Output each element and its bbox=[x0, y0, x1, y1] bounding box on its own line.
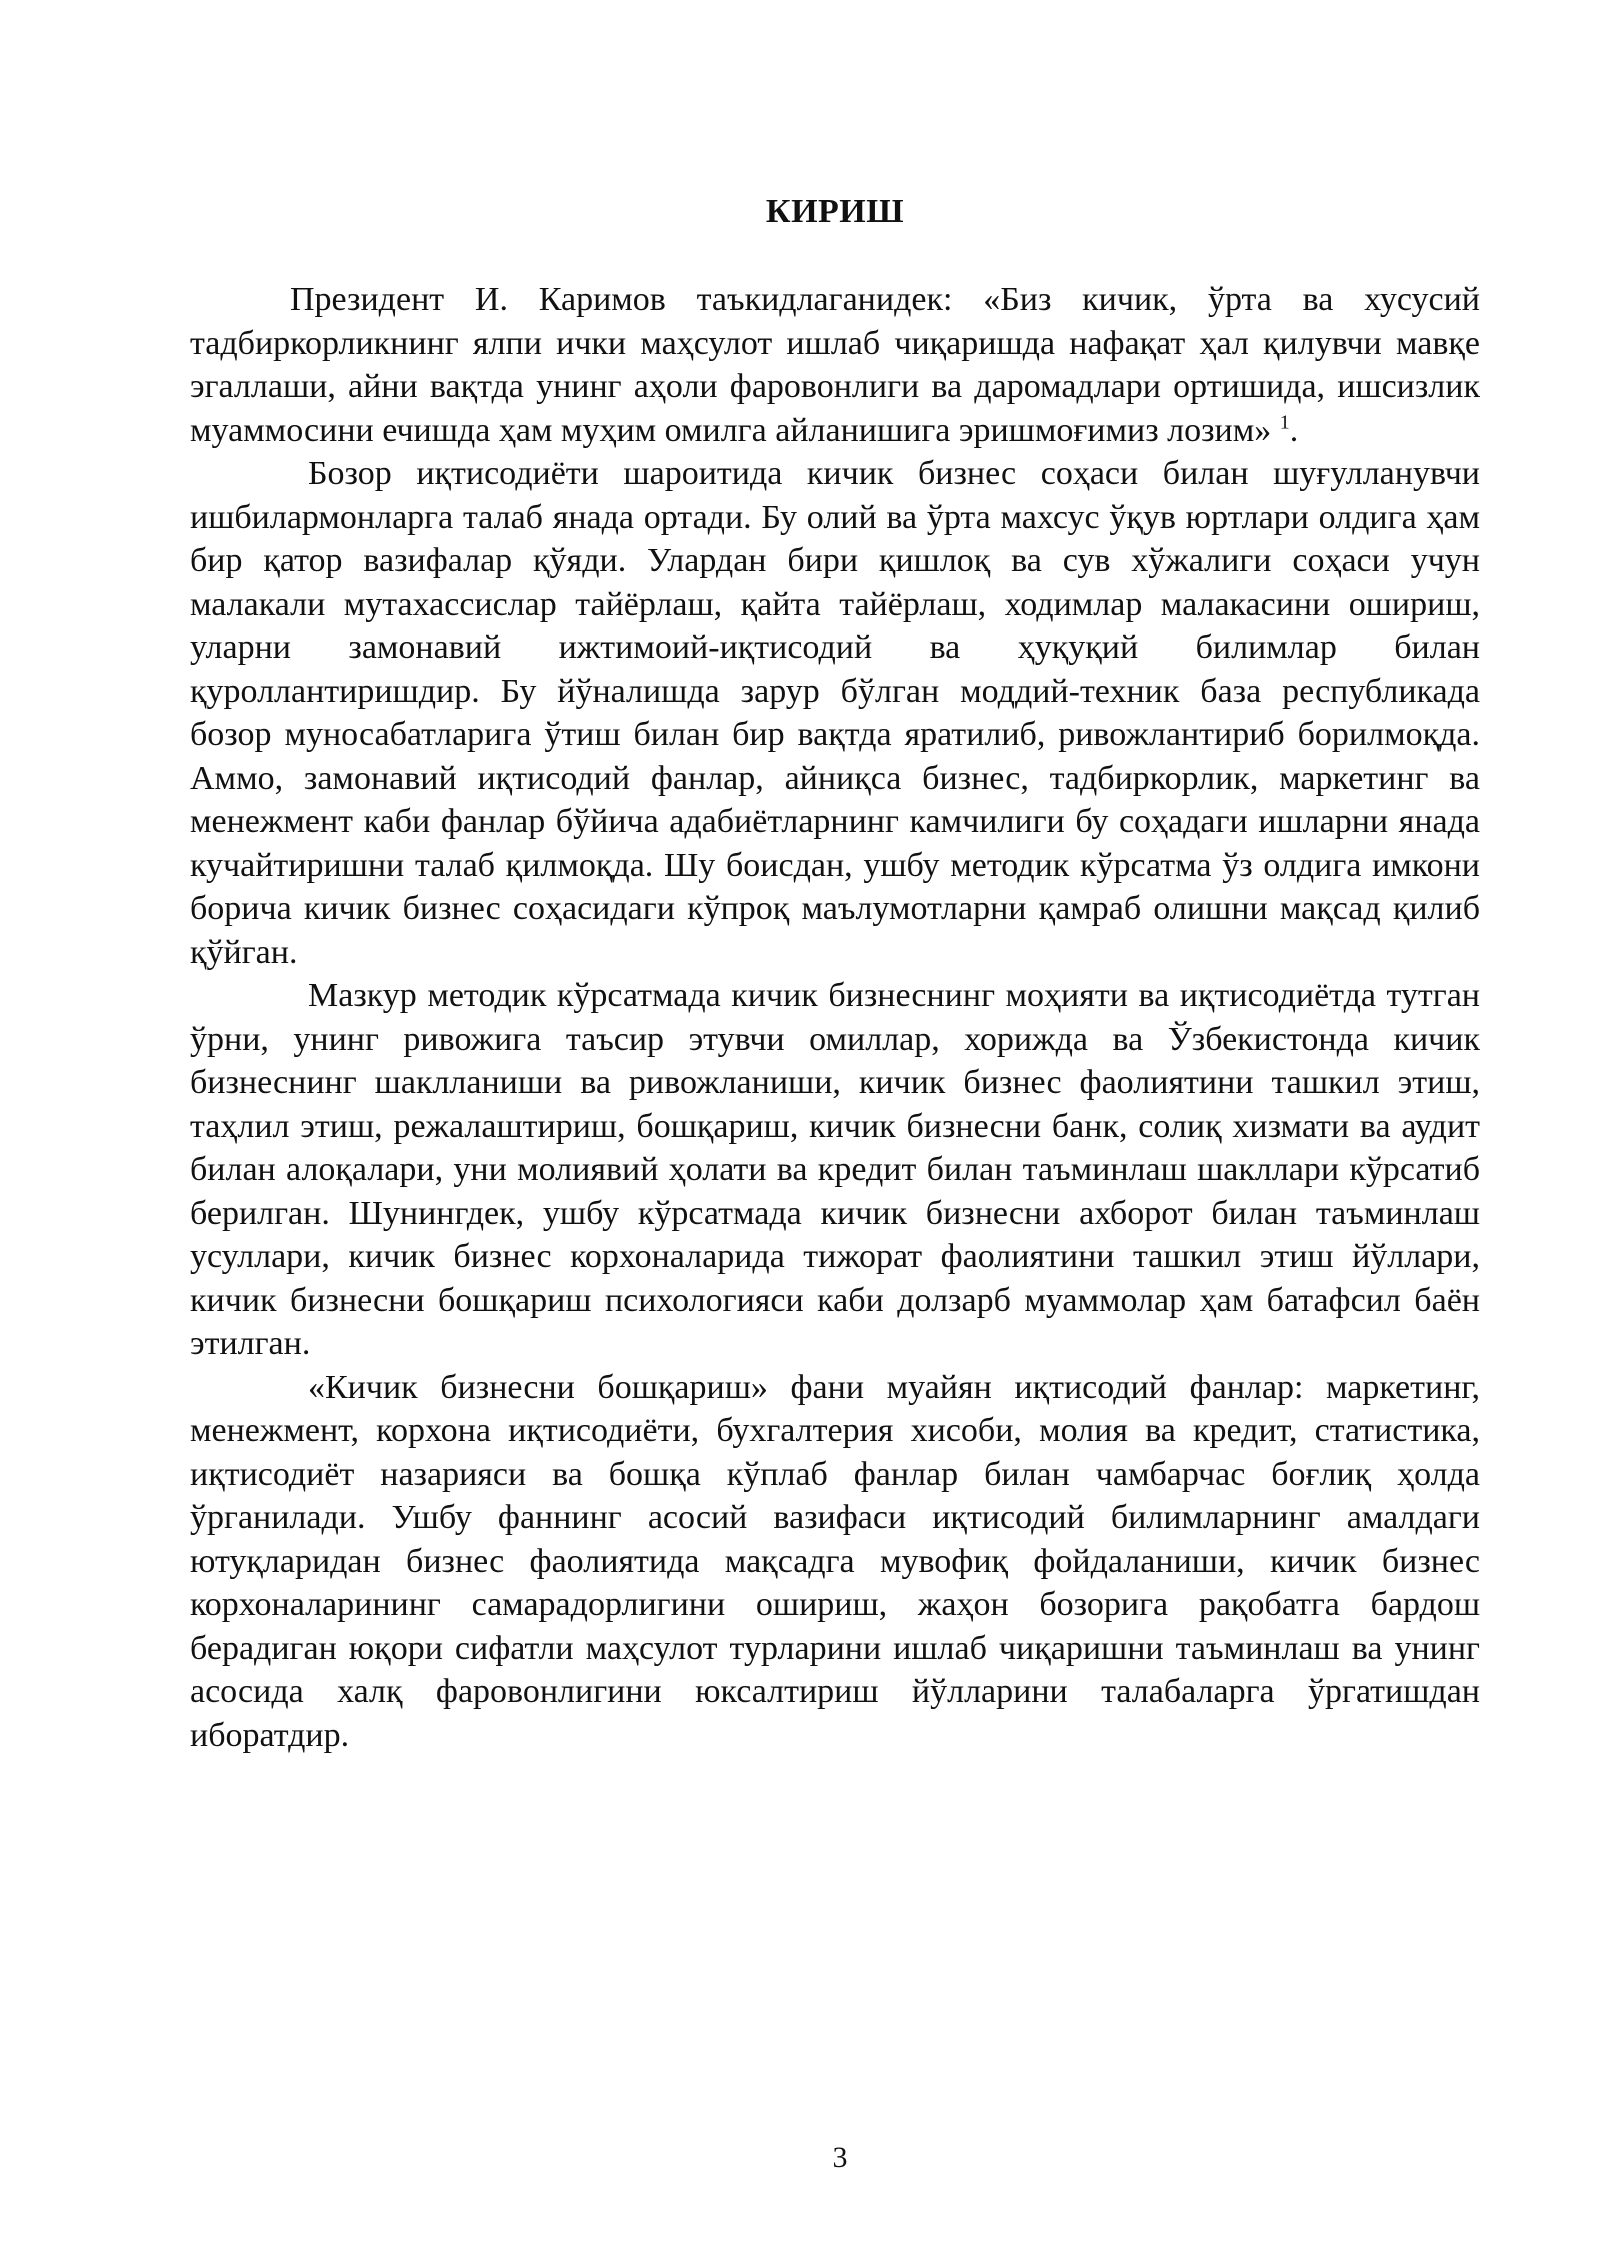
paragraph-1 bbox=[190, 278, 1480, 452]
document-body bbox=[190, 278, 1480, 1757]
page-title: КИРИШ bbox=[765, 193, 905, 230]
footnote-reference[interactable]: 1 bbox=[1279, 411, 1290, 434]
page-number: 3 bbox=[832, 2141, 848, 2174]
paragraph-3: Мазкур методик кўрсатмада кичик бизнеснинг моҳияти ва иқтисодиётда тутган ўрни, унинг ривожига таъсир этувчи омиллар, хорижда ва Ўзбекистонда кичик бизнеснинг шаклланиши ва ривожланиши, кичик бизнес фаолиятини ташкил этиш, таҳлил этиш, режалаштириш, бошқариш, кичик бизнесни банк, солиқ хизмати ва аудит билан алоқалари, уни молиявий ҳолати ва кредит билан таъминлаш шакллари кўрсатиб берилган. Шунингдек, ушбу кўрсатмада кичик бизнесни ахборот билан таъминлаш усуллари, кичик бизнес корхоналарида тижорат фаолиятини ташкил этиш йўллари, кичик бизнесни бошқариш психологияси каби долзарб муаммолар ҳам батафсил баён этилган. bbox=[190, 977, 1480, 1362]
paragraph-4: «Кичик бизнесни бошқариш» фани муайян иқтисодий фанлар: маркетинг, менежмент, корхона иқтисодиёти, бухгалтерия хисоби, молия ва кредит, статистика, иқтисодиёт назарияси ва бошқа кўплаб фанлар билан чамбарчас боғлиқ ҳолда ўрганилади. Ушбу фаннинг асосий вазифаси иқтисодий билимларнинг амалдаги ютуқларидан бизнес фаолиятида мақсадга мувофиқ фойдаланиши, кичик бизнес корхоналарининг самарадорлигини ошириш, жаҳон бозорига рақобатга бардош берадиган юқори сифатли маҳсулот турларини ишлаб чиқаришни таъминлаш ва унинг асосида халқ фаровонлигини юксалтириш йўлларини талабаларга ўргатишдан иборатдир. bbox=[190, 1368, 1480, 1754]
paragraph-2: Бозор иқтисодиёти шароитида кичик бизнес соҳаси билан шуғулланувчи ишбилармонларга талаб янада ортади. Бу олий ва ўрта махсус ўқув юртлари олдига ҳам бир қатор вазифалар қўяди. Улардан бири қишлоқ ва сув хўжалиги соҳаси учун малакали мутахассислар тайёрлаш, қайта тайёрлаш, ходимлар малакасини ошириш, уларни замонавий ижтимоий-иқтисодий ва ҳуқуқий билимлар билан қуроллантиришдир. Бу йўналишда зарур бўлган моддий-техник база республикада бозор муносабатларига ўтиш билан бир вақтда яратилиб, ривожлантириб борилмоқда. Аммо, замонавий иқтисодий фанлар, айниқса бизнес, тадбиркорлик, маркетинг ва менежмент каби фанлар бўйича адабиётларнинг камчилиги бу соҳадаги ишларни янада кучайтиришни талаб қилмоқда. Шу боисдан, ушбу методик кўрсатма ўз олдига имкони борича кичик бизнес соҳасидаги кўпроқ маълумотларни қамраб олишни мақсад қилиб қўйган. bbox=[190, 455, 1480, 971]
paragraph-1-text: Президент И. Каримов таъкидлаганидек: «Биз кичик, ўрта ва хусусий тадбиркорликнинг ялпи ички маҳсулот ишлаб чиқаришда нафақат ҳал қилувчи мавқе эгаллаши, айни вақтда унинг аҳоли фаровонлиги ва даромадлари ортишида, ишсизлик муаммосини ечишда ҳам муҳим омилга айланишига эришмоғимиз лозим» bbox=[190, 281, 1480, 449]
paragraph-1-end: . bbox=[1289, 411, 1299, 449]
